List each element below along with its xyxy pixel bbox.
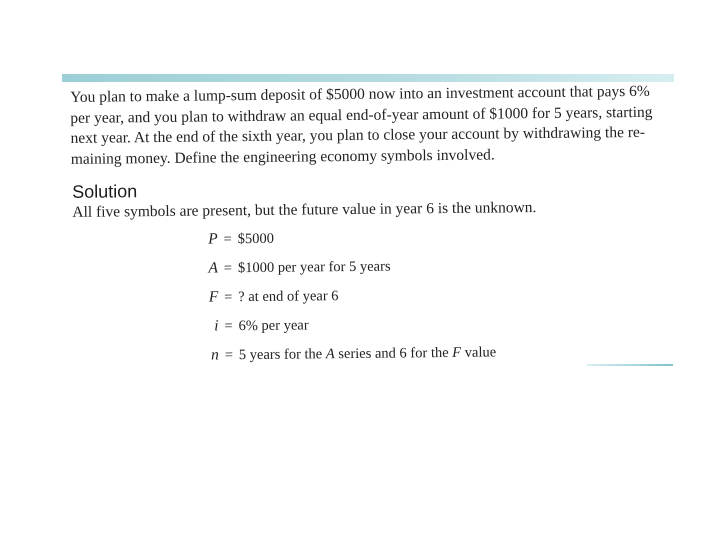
description-text: 5 years for the xyxy=(238,346,326,364)
symbol-variable: i xyxy=(214,317,219,335)
symbol-description: ? at end of year 6 xyxy=(238,288,339,306)
solution-intro: All five symbols are present, but the future value in year 6 is the unknown. xyxy=(72,199,537,221)
symbol-row-a xyxy=(202,256,496,288)
symbol-row-f xyxy=(202,285,496,317)
symbol-definitions xyxy=(202,227,497,375)
equals-sign: = xyxy=(224,289,233,306)
inline-variable-a: A xyxy=(325,346,335,363)
symbol-description: $1000 per year for 5 years xyxy=(237,258,391,277)
symbol-variable: F xyxy=(208,288,219,306)
symbol-row-n xyxy=(203,343,497,375)
inline-variable-f: F xyxy=(452,344,462,361)
description-text: series and 6 for the xyxy=(334,344,453,363)
symbol-row-p xyxy=(202,227,496,259)
problem-line: You plan to make a lump-sum deposit of $5000 now into an investment account that pays 6% xyxy=(70,82,650,106)
scanned-textbook-excerpt xyxy=(62,76,677,368)
symbol-variable: P xyxy=(208,230,218,248)
equals-sign: = xyxy=(224,347,234,364)
symbol-variable: n xyxy=(211,346,219,364)
equals-sign: = xyxy=(224,318,233,335)
symbol-description xyxy=(239,344,496,364)
symbol-row-i xyxy=(202,314,496,346)
footer-accent-rule xyxy=(587,364,673,366)
symbol-description: $5000 xyxy=(237,230,274,248)
problem-line: next year. At the end of the sixth year, you plan to close your account by withdrawing the re- xyxy=(70,123,646,147)
problem-line: maining money. Define the engineering economy symbols involved. xyxy=(70,145,495,168)
problem-line: per year, and you plan to withdraw an equal end-of-year amount of $1000 for 5 years, starting xyxy=(70,103,653,127)
description-text: value xyxy=(461,344,497,361)
solution-heading: Solution xyxy=(72,181,138,202)
problem-statement xyxy=(70,82,675,170)
equals-sign: = xyxy=(223,260,233,277)
equals-sign: = xyxy=(223,231,232,248)
symbol-variable: A xyxy=(208,259,219,277)
symbol-description: 6% per year xyxy=(238,317,309,335)
